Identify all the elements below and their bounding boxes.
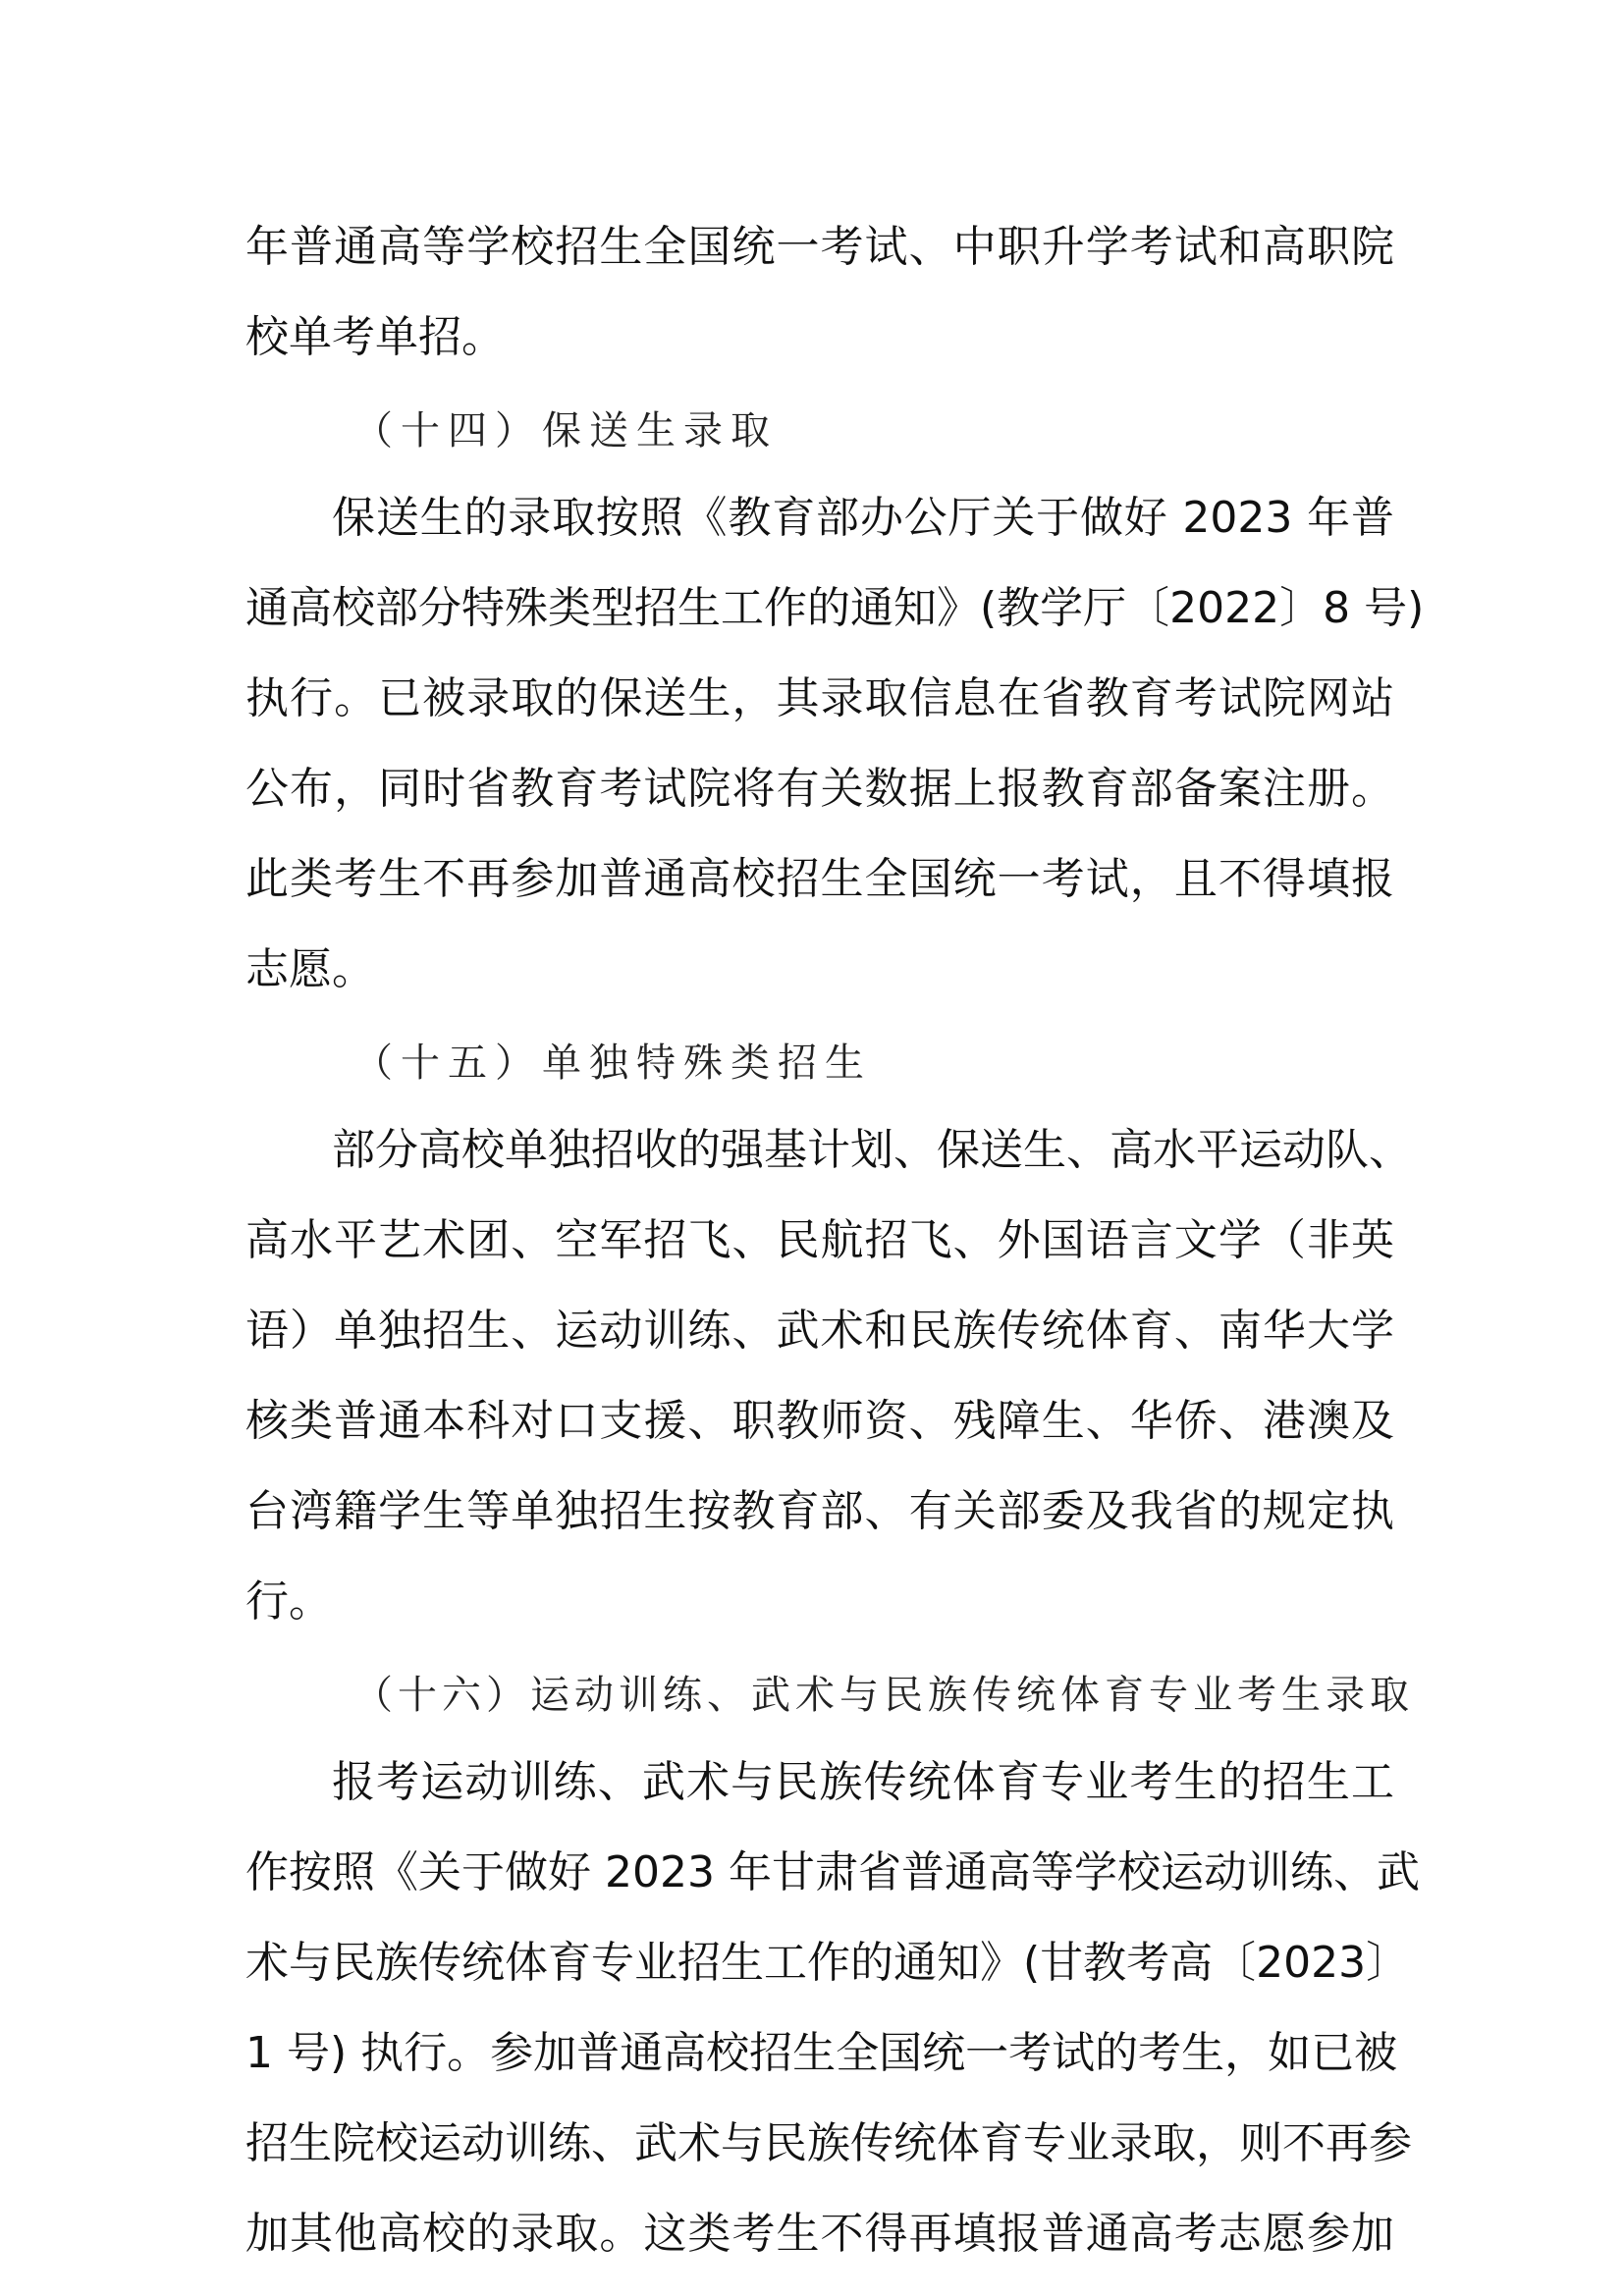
body-line: 部分高校单独招收的强基计划、保送生、高水平运动队、 [332, 1125, 1412, 1175]
body-line: 志愿。 [245, 944, 375, 994]
body-line: 校单考单招。 [245, 312, 505, 362]
body-line: 台湾籍学生等单独招生按教育部、有关部委及我省的规定执 [245, 1486, 1394, 1536]
body-line: 公布，同时省教育考试院将有关数据上报教育部备案注册。 [245, 764, 1394, 814]
body-line: 此类考生不再参加普通高校招生全国统一考试，且不得填报 [245, 854, 1394, 904]
section-heading-14: （十四）保送生录取 [353, 408, 778, 454]
section-heading-16: （十六）运动训练、武术与民族传统体育专业考生录取 [353, 1673, 1414, 1718]
body-line: 高水平艺术团、空军招飞、民航招飞、外国语言文学（非英 [245, 1215, 1394, 1265]
body-line: 术与民族传统体育专业招生工作的通知》(甘教考高〔2023〕 [245, 1938, 1410, 1988]
body-line: 1 号) 执行。参加普通高校招生全国统一考试的考生，如已被 [245, 2028, 1398, 2078]
body-line: 加其他高校的录取。这类考生不得再填报普通高考志愿参加 [245, 2209, 1394, 2259]
body-line: 作按照《关于做好 2023 年甘肃省普通高等学校运动训练、武 [245, 1847, 1420, 1897]
body-line: 招生院校运动训练、武术与民族传统体育专业录取，则不再参 [245, 2118, 1412, 2168]
body-line: 年普通高等学校招生全国统一考试、中职升学考试和高职院 [245, 222, 1394, 272]
section-heading-15: （十五）单独特殊类招生 [353, 1041, 872, 1086]
body-line: 通高校部分特殊类型招生工作的通知》(教学厅〔2022〕8 号) [245, 583, 1425, 633]
body-line: 语）单独招生、运动训练、武术和民族传统体育、南华大学 [245, 1306, 1394, 1356]
body-line: 执行。已被录取的保送生，其录取信息在省教育考试院网站 [245, 673, 1394, 723]
body-line: 核类普通本科对口支援、职教师资、残障生、华侨、港澳及 [245, 1396, 1394, 1446]
document-body [245, 208, 1425, 2285]
body-line: 报考运动训练、武术与民族传统体育专业考生的招生工 [332, 1757, 1394, 1807]
body-line: 行。 [245, 1576, 332, 1627]
body-line: 保送生的录取按照《教育部办公厅关于做好 2023 年普 [332, 493, 1394, 543]
